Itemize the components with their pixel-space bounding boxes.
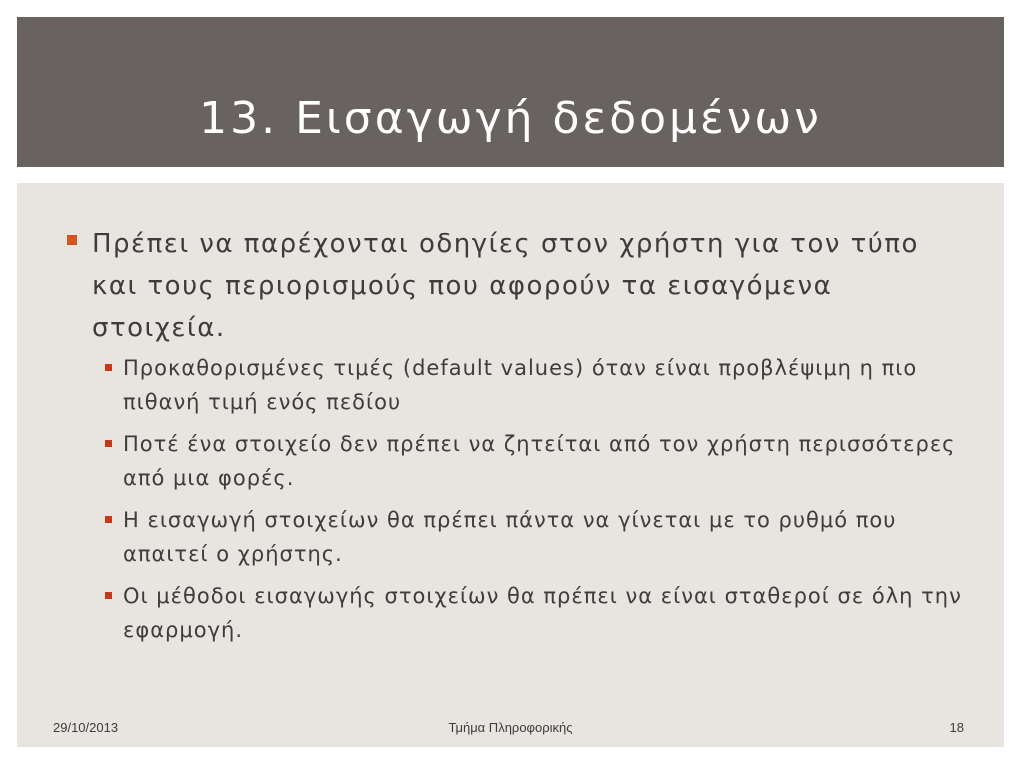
- footer-date: 29/10/2013: [53, 720, 119, 735]
- sub-bullet-list: [105, 351, 965, 655]
- main-bullet-text: Πρέπει να παρέχονται οδηγίες στον χρήστη για τον τύπο και τους περιορισμούς που αφορούν τα εισαγόμενα στοιχεία.: [92, 229, 919, 343]
- sub-bullet: [105, 579, 965, 647]
- small-square-bullet-icon: [105, 592, 112, 599]
- slide-number: 18: [949, 720, 964, 735]
- sub-bullet-text: Οι μέθοδοι εισαγωγής στοιχείων θα πρέπει να είναι σταθεροί σε όλη την εφαρμογή.: [123, 584, 962, 642]
- slide-title: 13. Εισαγωγή δεδομένων: [199, 93, 822, 144]
- small-square-bullet-icon: [105, 440, 112, 447]
- small-square-bullet-icon: [105, 364, 112, 371]
- sub-bullet-text: Προκαθορισμένες τιμές (default values) όταν είναι προβλέψιμη η πιο πιθανή τιμή ενός πεδίου: [123, 356, 918, 414]
- main-bullet: [67, 223, 962, 349]
- square-bullet-icon: [67, 235, 77, 245]
- sub-bullet: [105, 351, 965, 419]
- sub-bullet: [105, 427, 965, 495]
- content-panel: [17, 183, 1004, 747]
- title-bar: [17, 17, 1004, 167]
- sub-bullet-text: Ποτέ ένα στοιχείο δεν πρέπει να ζητείται από τον χρήστη περισσότερες από μια φορές.: [123, 432, 956, 490]
- footer-department: Τμήμα Πληροφορικής: [448, 720, 573, 735]
- small-square-bullet-icon: [105, 516, 112, 523]
- sub-bullet-text: Η εισαγωγή στοιχείων θα πρέπει πάντα να γίνεται με το ρυθμό που απαιτεί ο χρήστης.: [123, 508, 897, 566]
- sub-bullet: [105, 503, 965, 571]
